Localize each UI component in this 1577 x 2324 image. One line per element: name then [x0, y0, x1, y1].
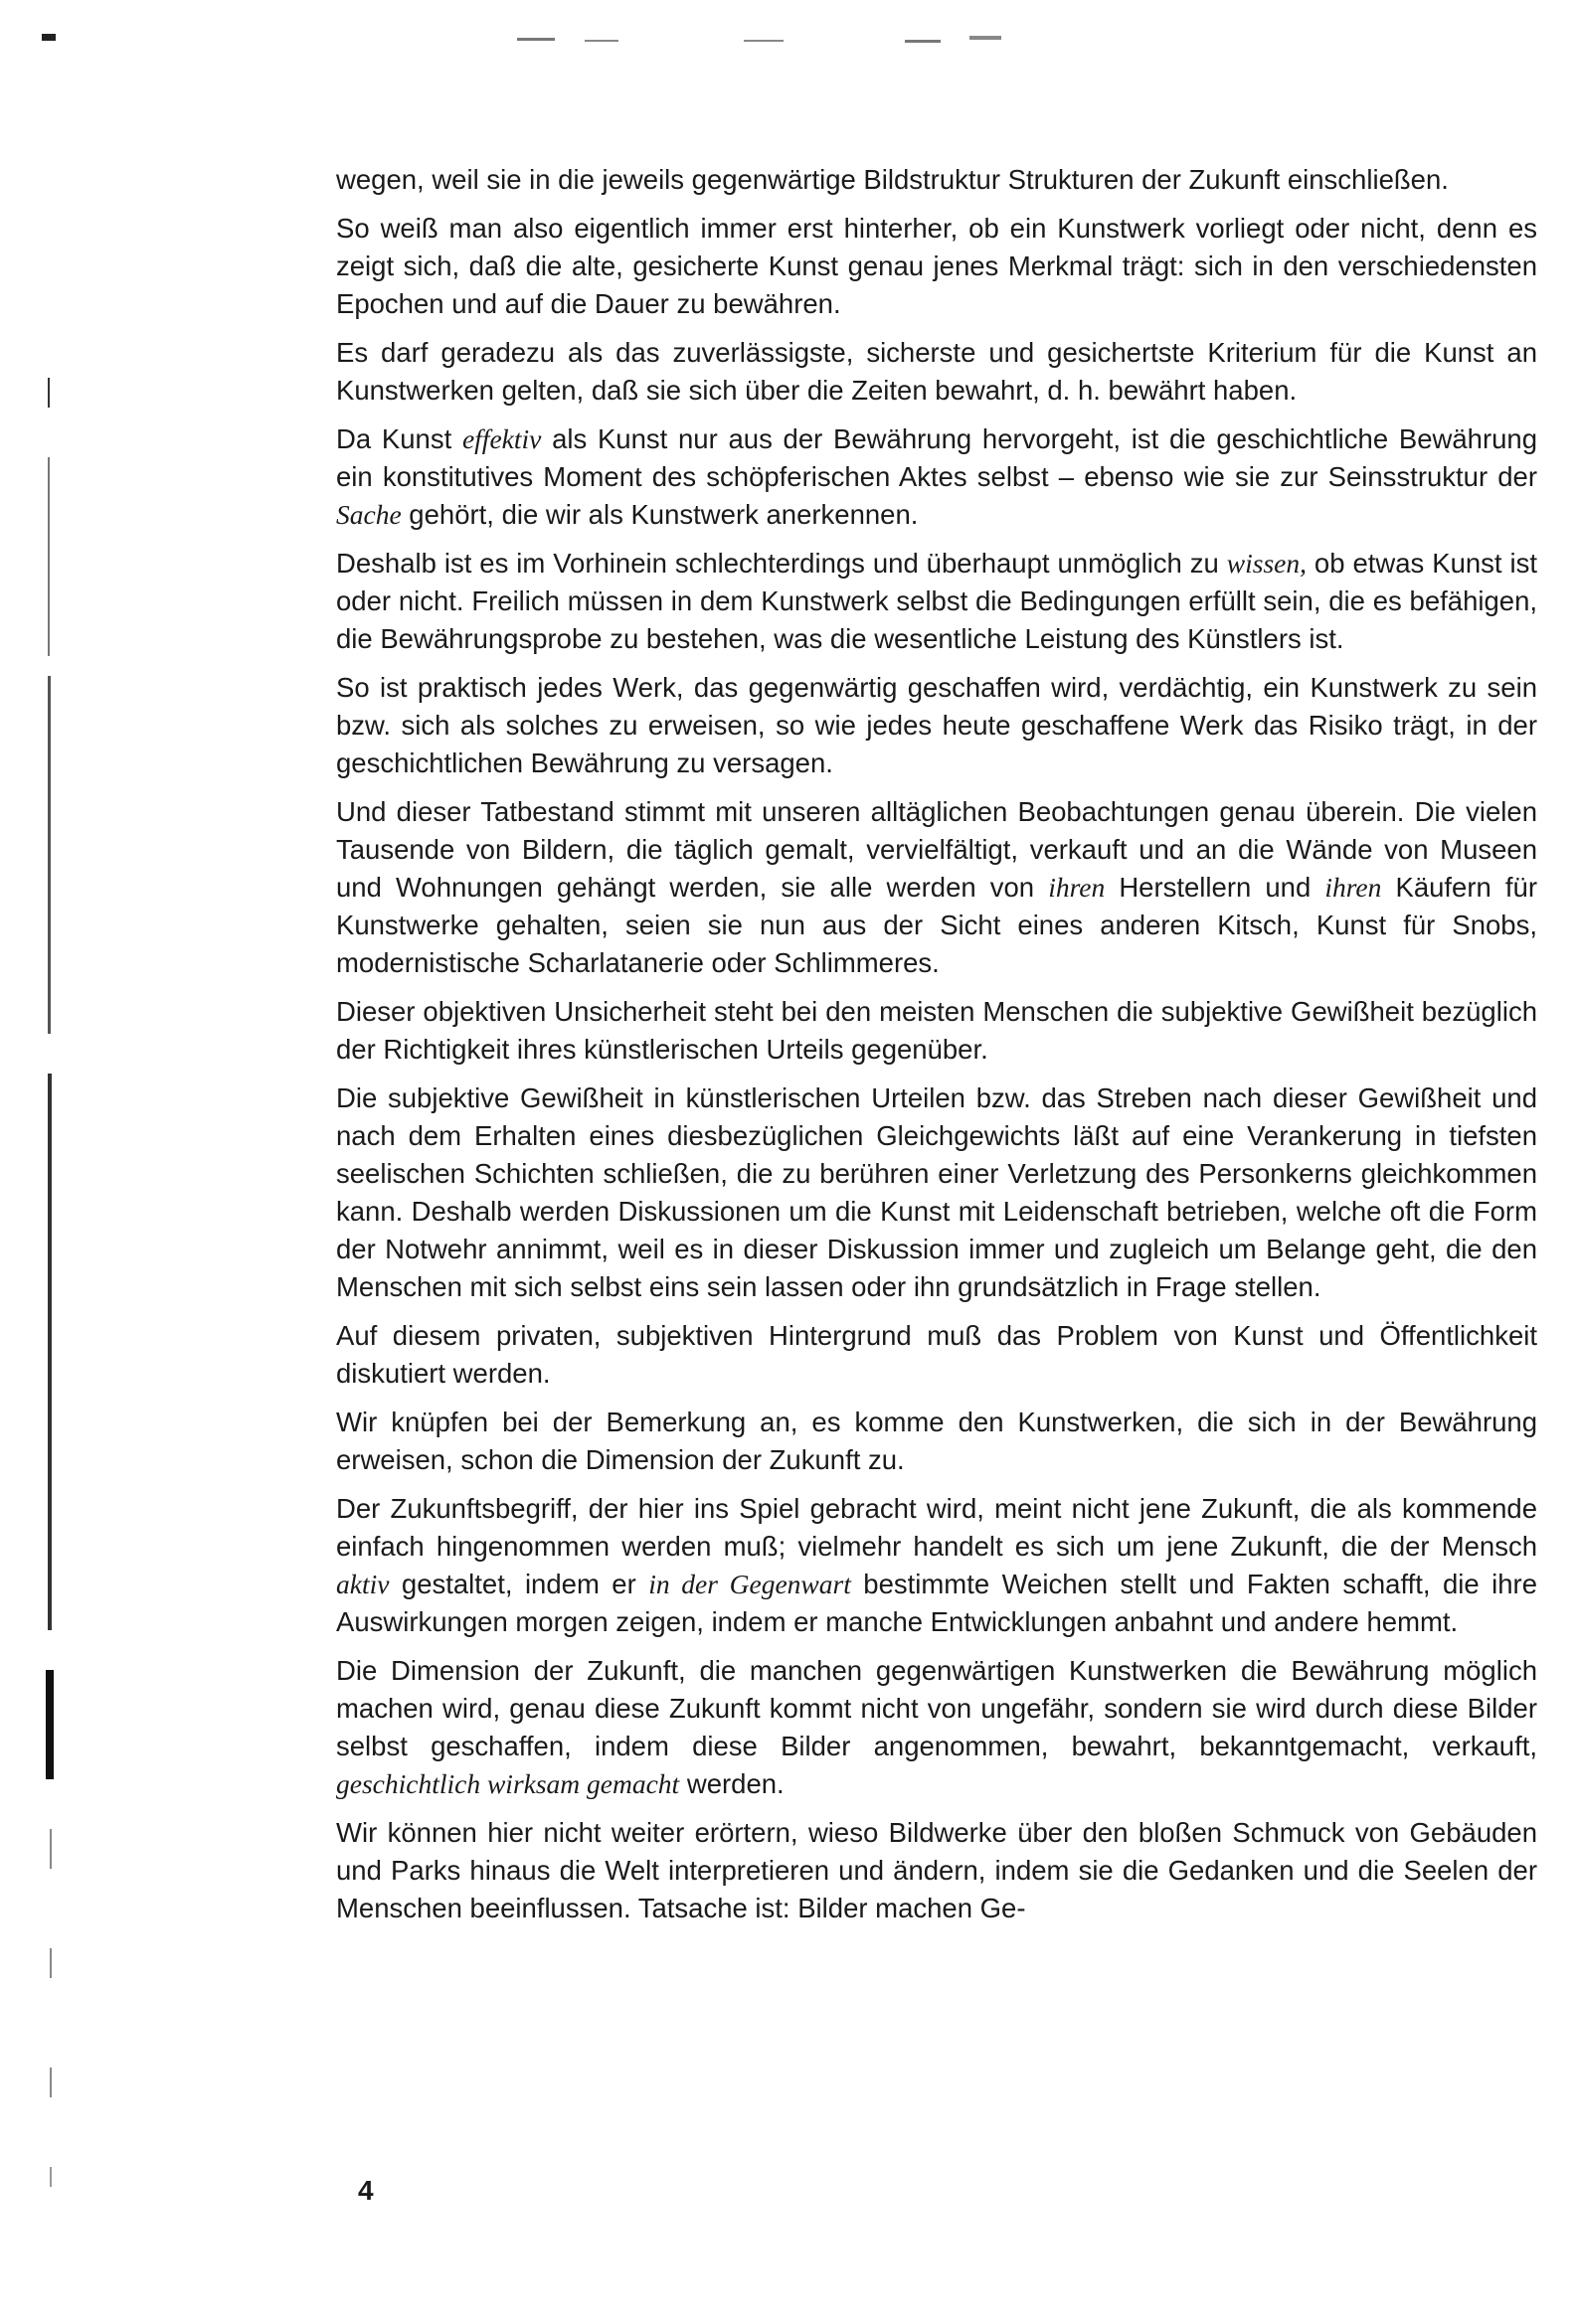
emphasis-text: ihren — [1324, 872, 1382, 903]
paragraph-text: Herstellern und — [1105, 872, 1325, 903]
paragraph — [336, 993, 1537, 1069]
paragraph — [336, 210, 1537, 323]
paragraph — [336, 1079, 1537, 1306]
page-number: 4 — [358, 2175, 374, 2206]
paragraph-text: Wir können hier nicht weiter erörtern, wieso Bildwerke über den bloßen Schmuck von Gebäuden und Parks hinaus die Welt interpretieren und ändern, indem sie die Gedanken und die Seelen der Menschen beeinflussen. Tatsache ist: Bilder machen Ge- — [336, 1817, 1537, 1923]
paragraph — [336, 1317, 1537, 1393]
binding-mark — [48, 1074, 52, 1630]
paragraph-text: So ist praktisch jedes Werk, das gegenwärtig geschaffen wird, verdächtig, ein Kunstwerk zu sein bzw. sich als solches zu erweisen, so wie jedes heute geschaffene Werk das Risiko trägt, in der geschichtlichen Bewährung zu versagen. — [336, 672, 1537, 778]
binding-mark — [48, 378, 50, 408]
paragraph-text: werden. — [679, 1768, 785, 1799]
paragraph-text: Käufern für Kunstwerke gehalten, seien sie nun aus der Sicht eines anderen Kitsch, Kunst für Snobs, modernistische Scharlatanerie oder Schlimmeres. — [336, 872, 1537, 978]
paragraph-text: gestaltet, indem er — [389, 1569, 649, 1599]
scan-artifact-top-3 — [744, 40, 784, 42]
emphasis-text: ihren — [1048, 872, 1106, 903]
paragraph — [336, 793, 1537, 982]
paragraph-text: wegen, weil sie in die jeweils gegenwärtige Bildstruktur Strukturen der Zukunft einschließen. — [336, 164, 1449, 195]
scan-artifact-top-4 — [905, 40, 941, 43]
binding-mark — [50, 2167, 52, 2187]
scan-artifact-top-2 — [585, 40, 618, 42]
paragraph-text: als Kunst nur aus der Bewährung hervorgeht, ist die geschichtliche Bewährung ein konstitutives Moment des schöpferischen Aktes selbst – ebenso wie sie zur Seinsstruktur der — [336, 423, 1537, 492]
paragraph-text: So weiß man also eigentlich immer erst hinterher, ob ein Kunstwerk vorliegt oder nicht, denn es zeigt sich, daß die alte, gesicherte Kunst genau jenes Merkmal trägt: sich in den verschiedensten Epochen und auf die Dauer zu bewähren. — [336, 213, 1537, 319]
paragraph — [336, 334, 1537, 410]
binding-mark — [50, 1829, 52, 1869]
binding-mark — [46, 1670, 54, 1779]
paragraph-text: Deshalb ist es im Vorhinein schlechterdings und überhaupt unmöglich zu — [336, 548, 1227, 579]
paragraph-text: ob etwas Kunst ist oder nicht. Freilich müssen in dem Kunstwerk selbst die Bedingungen erfüllt sein, die es befähigen, die Bewährungsprobe zu bestehen, was die wesentliche Leistung des Künstlers ist. — [336, 548, 1537, 654]
paragraph-text: Dieser objektiven Unsicherheit steht bei den meisten Menschen die subjektive Gewißheit bezüglich der Richtigkeit ihres künstlerischen Urteils gegenüber. — [336, 996, 1537, 1065]
paragraph-text: Und dieser Tatbestand stimmt mit unseren alltäglichen Beobachtungen genau überein. Die vielen Tausende von Bildern, die täglich gemalt, vervielfältigt, verkauft und an die Wände von Museen und Wohnungen gehängt werden, sie alle werden von — [336, 796, 1537, 903]
emphasis-text: wissen, — [1226, 548, 1307, 579]
emphasis-text: Sache — [336, 499, 402, 530]
paragraph-text: Die subjektive Gewißheit in künstlerischen Urteilen bzw. das Streben nach dieser Gewißheit und nach dem Erhalten eines diesbezüglichen Gleichgewichts läßt auf eine Verankerung in tiefsten seelischen Schichten schließen, die zu berühren einer Verletzung des Personkerns gleichkommen kann. Deshalb werden Diskussionen um die Kunst mit Leidenschaft betrieben, welche oft die Form der Notwehr annimmt, weil es in dieser Diskussion immer und zugleich um Belange geht, die den Menschen mit sich selbst eins sein lassen oder ihn grundsätzlich in Frage stellen. — [336, 1082, 1537, 1302]
paragraph-text: bestimmte Weichen stellt und Fakten schafft, die ihre Auswirkungen morgen zeigen, indem er manche Entwicklungen anbahnt und andere hemmt. — [336, 1569, 1537, 1637]
paragraph — [336, 1404, 1537, 1479]
paragraph-text: Die Dimension der Zukunft, die manchen gegenwärtigen Kunstwerken die Bewährung möglich machen wird, genau diese Zukunft kommt nicht von ungefähr, sondern sie wird durch diese Bilder selbst geschaffen, indem diese Bilder angenommen, bewahrt, bekanntgemacht, verkauft, — [336, 1655, 1537, 1761]
paragraph — [336, 545, 1537, 658]
binding-mark — [50, 1948, 52, 1978]
paragraph-text: Wir knüpfen bei der Bemerkung an, es komme den Kunstwerken, die sich in der Bewährung erweisen, schon die Dimension der Zukunft zu. — [336, 1407, 1537, 1475]
paragraph-text: Da Kunst — [336, 423, 462, 454]
emphasis-text: in der Gegenwart — [648, 1569, 851, 1599]
emphasis-text: aktiv — [336, 1569, 390, 1599]
paragraph-text: Der Zukunftsbegriff, der hier ins Spiel gebracht wird, meint nicht jene Zukunft, die als kommende einfach hingenommen werden muß; vielmehr handelt es sich um jene Zukunft, die der Mensch — [336, 1493, 1537, 1562]
paragraph-text: Auf diesem privaten, subjektiven Hintergrund muß das Problem von Kunst und Öffentlichkeit diskutiert werden. — [336, 1320, 1537, 1389]
paragraph — [336, 161, 1537, 199]
scan-artifact-top-5 — [969, 36, 1001, 40]
binding-mark — [50, 2068, 52, 2097]
binding-mark — [48, 676, 51, 1034]
paragraph — [336, 669, 1537, 782]
paragraph — [336, 1490, 1537, 1641]
emphasis-text: effektiv — [461, 423, 542, 454]
paragraph — [336, 420, 1537, 534]
paragraph-text: gehört, die wir als Kunstwerk anerkennen. — [401, 499, 919, 530]
binding-mark — [48, 457, 50, 656]
emphasis-text: geschichtlich wirksam gemacht — [336, 1768, 680, 1799]
document-body — [336, 161, 1537, 1938]
left-binding-marks — [40, 378, 60, 2316]
paragraph-text: Es darf geradezu als das zuverlässigste, sicherste und gesichertste Kriterium für die Kunst an Kunstwerken gelten, daß sie sich über die Zeiten bewahrt, d. h. bewährt haben. — [336, 337, 1537, 406]
scan-artifact-top-1 — [517, 38, 555, 41]
scan-artifact-top-left — [42, 34, 56, 41]
paragraph — [336, 1652, 1537, 1803]
paragraph — [336, 1814, 1537, 1927]
